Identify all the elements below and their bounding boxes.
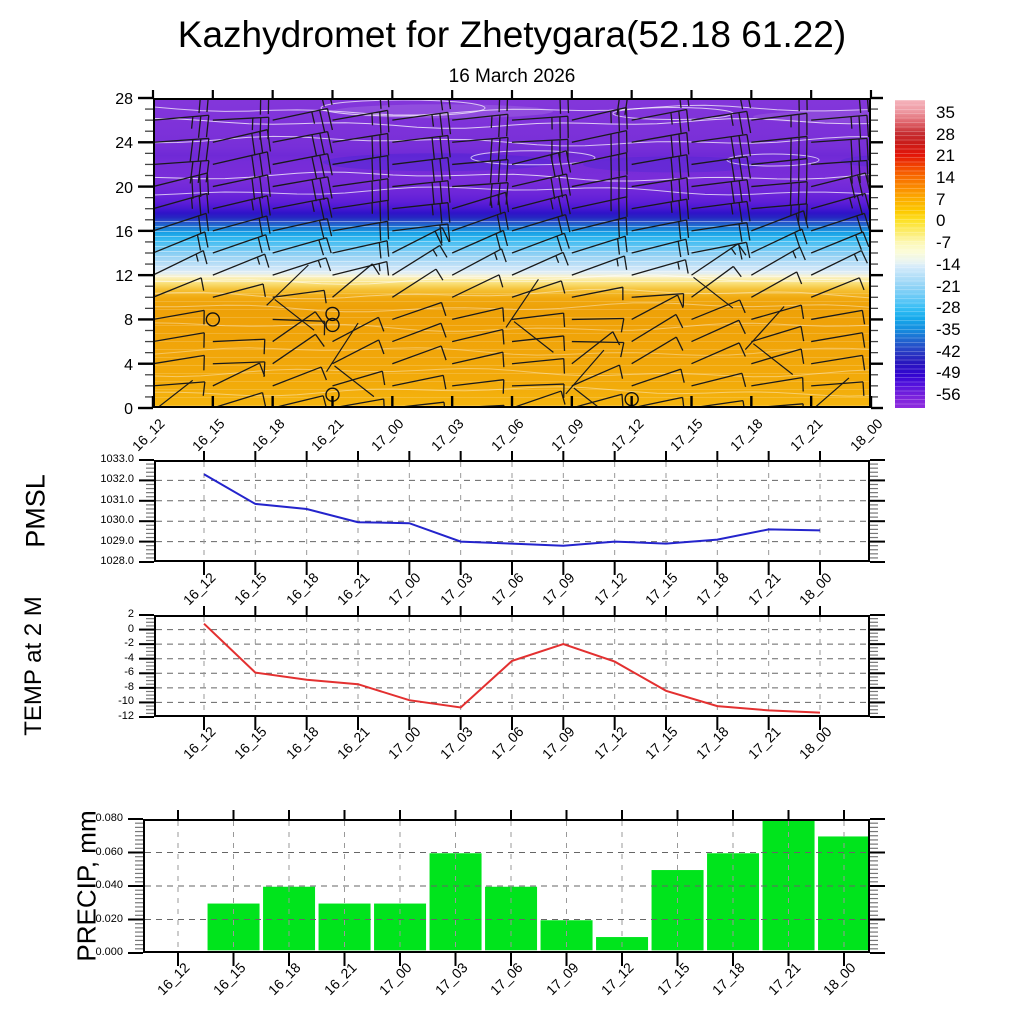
- x-tick-label: 17_03: [436, 569, 476, 609]
- x-tick-label: 17_00: [385, 569, 424, 609]
- colorbar-tick-label: 21: [936, 146, 955, 166]
- precip-axis-title: PRECIP, mm: [71, 810, 102, 962]
- precip-y-tick-label: 0.060: [95, 845, 123, 858]
- colorbar-tick-label: 0: [936, 211, 946, 231]
- profile-y-tick-label: 24: [115, 135, 133, 153]
- v-gridlines: [204, 462, 820, 560]
- colorbar-tick-label: 28: [936, 124, 955, 144]
- x-tick-label: 17_03: [427, 415, 467, 455]
- x-tick-label: 16_15: [231, 569, 270, 609]
- axis-ticks: [139, 451, 885, 575]
- x-tick-label: 16_12: [179, 723, 219, 763]
- precip-panel-svg: [143, 819, 870, 953]
- precip-y-tick-label: 0.000: [95, 946, 123, 958]
- temp-y-tick-label: -10: [118, 695, 134, 708]
- x-tick-label: 17_18: [693, 723, 732, 763]
- colorbar-tick-label: -28: [936, 298, 961, 318]
- x-tick-label: 17_06: [487, 569, 527, 609]
- pmsl-y-tick-label: 1031.0: [100, 493, 134, 506]
- x-tick-label: 16_21: [320, 959, 360, 999]
- x-tick-label: 16_21: [333, 569, 373, 609]
- profile-y-tick-label: 28: [115, 91, 133, 108]
- x-tick-label: 17_15: [653, 959, 693, 999]
- precip-y-tick-label: 0.040: [95, 879, 123, 891]
- profile-panel-svg: [153, 98, 871, 408]
- temp-y-tick-label: -2: [124, 637, 134, 650]
- temp-y-tick-label: -6: [124, 666, 134, 679]
- x-tick-label: 17_21: [744, 569, 784, 609]
- x-tick-label: 16_15: [188, 415, 228, 455]
- x-tick-label: 17_18: [693, 569, 732, 609]
- x-tick-label: 17_00: [368, 415, 407, 455]
- temp-panel-svg: [154, 615, 870, 717]
- x-tick-label: 17_21: [744, 723, 784, 763]
- pmsl-y-tick-label: 1029.0: [100, 534, 134, 547]
- temp-line: [204, 624, 820, 713]
- page-title: Kazhydromet for Zhetygara(52.18 61.22): [177, 14, 847, 55]
- x-tick-label: 17_15: [641, 723, 681, 763]
- v-gridlines: [204, 617, 820, 715]
- x-tick-label: 16_12: [179, 569, 219, 609]
- temp-y-tick-label: -4: [124, 651, 134, 664]
- x-tick-label: 17_03: [431, 959, 471, 999]
- x-tick-label: 17_06: [486, 959, 526, 999]
- x-tick-label: 17_12: [597, 959, 637, 999]
- x-tick-label: 17_06: [487, 415, 527, 455]
- colorbar-tick-label: -35: [936, 319, 961, 339]
- calm-wind-circle: [206, 313, 219, 326]
- x-tick-label: 17_21: [786, 415, 826, 455]
- profile-y-tick-label: 20: [115, 179, 133, 197]
- x-tick-label: 16_18: [264, 959, 304, 999]
- colorbar-tick-label: 14: [936, 168, 955, 188]
- x-tick-label: 16_18: [282, 723, 322, 763]
- x-tick-label: 17_12: [590, 569, 630, 609]
- temp-y-tick-label: -12: [118, 710, 134, 722]
- x-tick-label: 17_00: [385, 723, 424, 763]
- pmsl-y-tick-label: 1033.0: [100, 453, 134, 465]
- x-tick-label: 17_12: [607, 415, 647, 455]
- precip-bar: [484, 886, 538, 951]
- temp-axis-title: TEMP at 2 M: [20, 596, 47, 736]
- colorbar-tick-label: 7: [936, 189, 946, 209]
- temp-y-tick-label: 2: [127, 608, 134, 620]
- precip-bars: [207, 819, 871, 951]
- colorbar-tick-label: -42: [936, 341, 961, 361]
- x-tick-label: 16_12: [153, 959, 193, 999]
- x-tick-label: 18_00: [819, 959, 859, 999]
- colorbar-striations: [895, 100, 925, 408]
- x-tick-label: 16_15: [209, 959, 249, 999]
- colorbar-tick-label: -56: [936, 384, 961, 404]
- x-tick-label: 17_15: [641, 569, 681, 609]
- temp-y-tick-label: 0: [127, 622, 134, 635]
- colorbar-tick-label: -49: [936, 363, 961, 383]
- x-tick-label: 18_00: [846, 415, 886, 455]
- x-tick-label: 17_09: [542, 959, 582, 999]
- precip-bar: [262, 886, 316, 951]
- pmsl-y-tick-label: 1030.0: [100, 514, 134, 527]
- colorbar-tick-label: 35: [936, 103, 955, 122]
- colorbar-tick-label: -14: [936, 254, 961, 274]
- temp-y-tick-label: -8: [124, 680, 134, 693]
- pmsl-panel-svg: [154, 460, 870, 562]
- pmsl-y-tick-label: 1028.0: [100, 555, 134, 567]
- x-tick-label: 18_00: [795, 569, 835, 609]
- profile-y-tick-label: 4: [124, 356, 133, 374]
- x-tick-label: 17_03: [436, 723, 476, 763]
- x-tick-label: 17_18: [727, 415, 766, 455]
- profile-y-tick-label: 0: [124, 401, 133, 418]
- profile-y-tick-label: 12: [115, 268, 133, 286]
- x-tick-label: 17_09: [539, 723, 578, 763]
- pmsl-axis-title: PMSL: [20, 474, 51, 548]
- pmsl-y-tick-label: 1032.0: [100, 473, 134, 486]
- colorbar-tick-label: -7: [936, 233, 952, 253]
- x-tick-label: 17_21: [764, 959, 804, 999]
- x-tick-label: 17_09: [539, 569, 578, 609]
- precip-y-tick-label: 0.080: [95, 812, 123, 824]
- precip-y-tick-label: 0.020: [95, 912, 123, 925]
- x-tick-label: 18_00: [795, 723, 835, 763]
- page-subtitle: 16 March 2026: [448, 66, 576, 87]
- x-tick-label: 16_21: [333, 723, 373, 763]
- profile-y-tick-label: 16: [115, 223, 133, 241]
- wind-barbs-layer: [147, 85, 927, 421]
- x-tick-label: 17_18: [708, 959, 748, 999]
- x-tick-label: 16_12: [128, 415, 168, 455]
- x-tick-label: 16_15: [231, 723, 270, 763]
- x-tick-label: 17_06: [487, 723, 527, 763]
- profile-y-tick-label: 8: [124, 312, 133, 330]
- x-tick-label: 17_00: [375, 959, 415, 999]
- x-tick-label: 16_21: [308, 415, 348, 455]
- colorbar-tick-label: -21: [936, 276, 961, 296]
- x-tick-label: 16_18: [282, 569, 322, 609]
- x-tick-label: 17_15: [667, 415, 707, 455]
- x-tick-label: 17_12: [590, 723, 630, 763]
- x-tick-label: 16_18: [248, 415, 288, 455]
- x-tick-label: 17_09: [547, 415, 587, 455]
